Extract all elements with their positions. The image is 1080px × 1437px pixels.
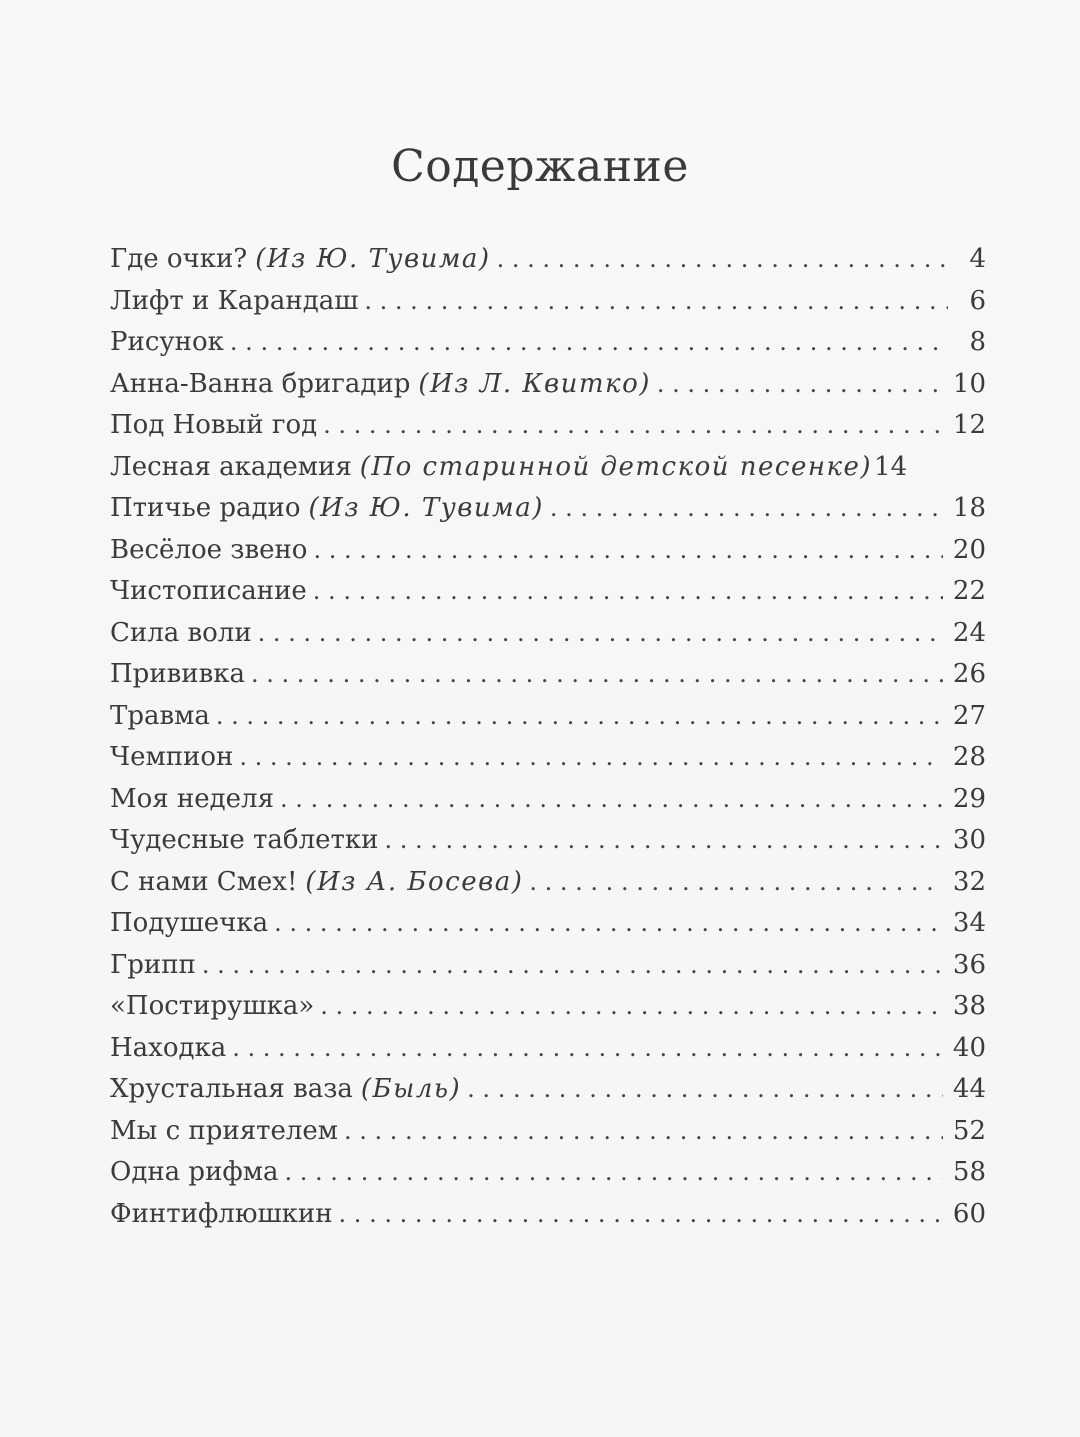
toc-entry: [110, 493, 986, 535]
toc-entry: [110, 244, 986, 286]
entry-note: (Из Ю. Тувима): [255, 244, 491, 274]
entry-note: (Из Ю. Тувима): [308, 493, 544, 523]
toc-entry: [110, 784, 986, 826]
page-number: 38: [952, 991, 986, 1021]
toc-entry: [110, 825, 986, 867]
dot-leader: [657, 370, 943, 398]
page-number: 6: [969, 285, 986, 316]
page-number: 36: [952, 949, 986, 980]
dot-leader: [284, 1158, 942, 1186]
page-number: 52: [952, 1115, 986, 1146]
entry-title: Финтифлюшкин: [110, 1198, 333, 1229]
toc-entry: [110, 742, 986, 784]
page-number: 30: [952, 825, 986, 855]
page-number: 44: [952, 1074, 986, 1104]
page-number: 28: [952, 742, 986, 772]
page-number: 60: [952, 1198, 986, 1229]
entry-title: Хрустальная ваза: [110, 1074, 353, 1104]
entry-title: Чемпион: [110, 742, 234, 772]
page-title: Содержание: [391, 141, 689, 193]
page-number: 10: [952, 368, 986, 399]
dot-leader: [320, 992, 943, 1020]
page-number: 14: [874, 451, 908, 482]
toc-entry: [110, 908, 986, 950]
page-number: 24: [952, 617, 986, 648]
toc-entry: [110, 1116, 986, 1158]
page-number: 26: [952, 659, 986, 689]
dot-leader: [239, 743, 943, 771]
entry-title: Где очки?: [110, 244, 248, 274]
dot-leader: [364, 287, 948, 315]
entry-title: Чудесные таблетки: [110, 825, 379, 855]
page-number: 18: [952, 493, 986, 523]
toc-entry: [110, 618, 986, 660]
page-number: 20: [952, 534, 986, 565]
entry-title: Лифт и Карандаш: [110, 285, 359, 316]
toc-entry: [110, 1199, 986, 1241]
dot-leader: [323, 411, 943, 439]
entry-title: Сила воли: [110, 617, 252, 648]
toc-entry: [110, 1157, 986, 1199]
entry-note: (Быль): [360, 1074, 462, 1104]
entry-title: Под Новый год: [110, 410, 318, 440]
page-number: 29: [952, 783, 986, 814]
dot-leader: [251, 660, 943, 688]
page-number: 32: [952, 866, 986, 897]
entry-title: Находка: [110, 1032, 227, 1063]
page-number: 4: [969, 244, 986, 274]
dot-leader: [344, 1117, 943, 1145]
entry-title: Весёлое звено: [110, 534, 308, 565]
table-of-contents: [110, 244, 986, 1240]
toc-entry: [110, 535, 986, 577]
dot-leader: [230, 328, 948, 356]
toc-entry: [110, 659, 986, 701]
dot-leader: [274, 909, 943, 937]
dot-leader: [202, 951, 943, 979]
page-number: 12: [952, 410, 986, 440]
entry-note: (Из Л. Квитко): [418, 368, 651, 399]
toc-entry: [110, 991, 986, 1033]
dot-leader: [216, 702, 943, 730]
entry-title: «Постирушка»: [110, 991, 315, 1021]
entry-title: Одна рифма: [110, 1157, 279, 1187]
toc-entry: [110, 701, 986, 743]
entry-note: (Из А. Босева): [305, 866, 524, 897]
toc-entry: [110, 286, 986, 328]
dot-leader: [258, 619, 943, 647]
entry-title: Моя неделя: [110, 783, 274, 814]
dot-leader: [339, 1200, 943, 1228]
toc-entry: [110, 327, 986, 369]
toc-entry: [110, 452, 986, 494]
page-number: 34: [952, 908, 986, 938]
toc-entry: [110, 576, 986, 618]
entry-title: Чистописание: [110, 576, 307, 606]
dot-leader: [232, 1034, 943, 1062]
entry-title: С нами Смех!: [110, 866, 298, 897]
page-number: 58: [952, 1157, 986, 1187]
entry-title: Травма: [110, 700, 210, 731]
toc-entry: [110, 410, 986, 452]
page-number: 27: [952, 700, 986, 731]
entry-note: (По старинной детской песенке): [359, 451, 873, 482]
dot-leader: [384, 826, 942, 854]
entry-title: Грипп: [110, 949, 196, 980]
entry-title: Лесная академия: [110, 451, 352, 482]
toc-entry: [110, 950, 986, 992]
toc-entry: [110, 867, 986, 909]
dot-leader: [497, 245, 948, 273]
toc-entry: [110, 1074, 986, 1116]
entry-title: Подушечка: [110, 908, 269, 938]
toc-entry: [110, 369, 986, 411]
dot-leader: [467, 1075, 943, 1103]
dot-leader: [280, 785, 943, 813]
dot-leader: [313, 536, 942, 564]
toc-entry: [110, 1033, 986, 1075]
page-number: 8: [969, 327, 986, 357]
entry-title: Птичье радио: [110, 493, 301, 523]
page-number: 40: [952, 1032, 986, 1063]
entry-title: Рисунок: [110, 327, 224, 357]
dot-leader: [313, 577, 943, 605]
entry-title: Мы с приятелем: [110, 1115, 339, 1146]
entry-title: Прививка: [110, 659, 246, 689]
dot-leader: [529, 868, 943, 896]
dot-leader: [550, 494, 943, 522]
page-number: 22: [952, 576, 986, 606]
entry-title: Анна-Ванна бригадир: [110, 368, 411, 399]
